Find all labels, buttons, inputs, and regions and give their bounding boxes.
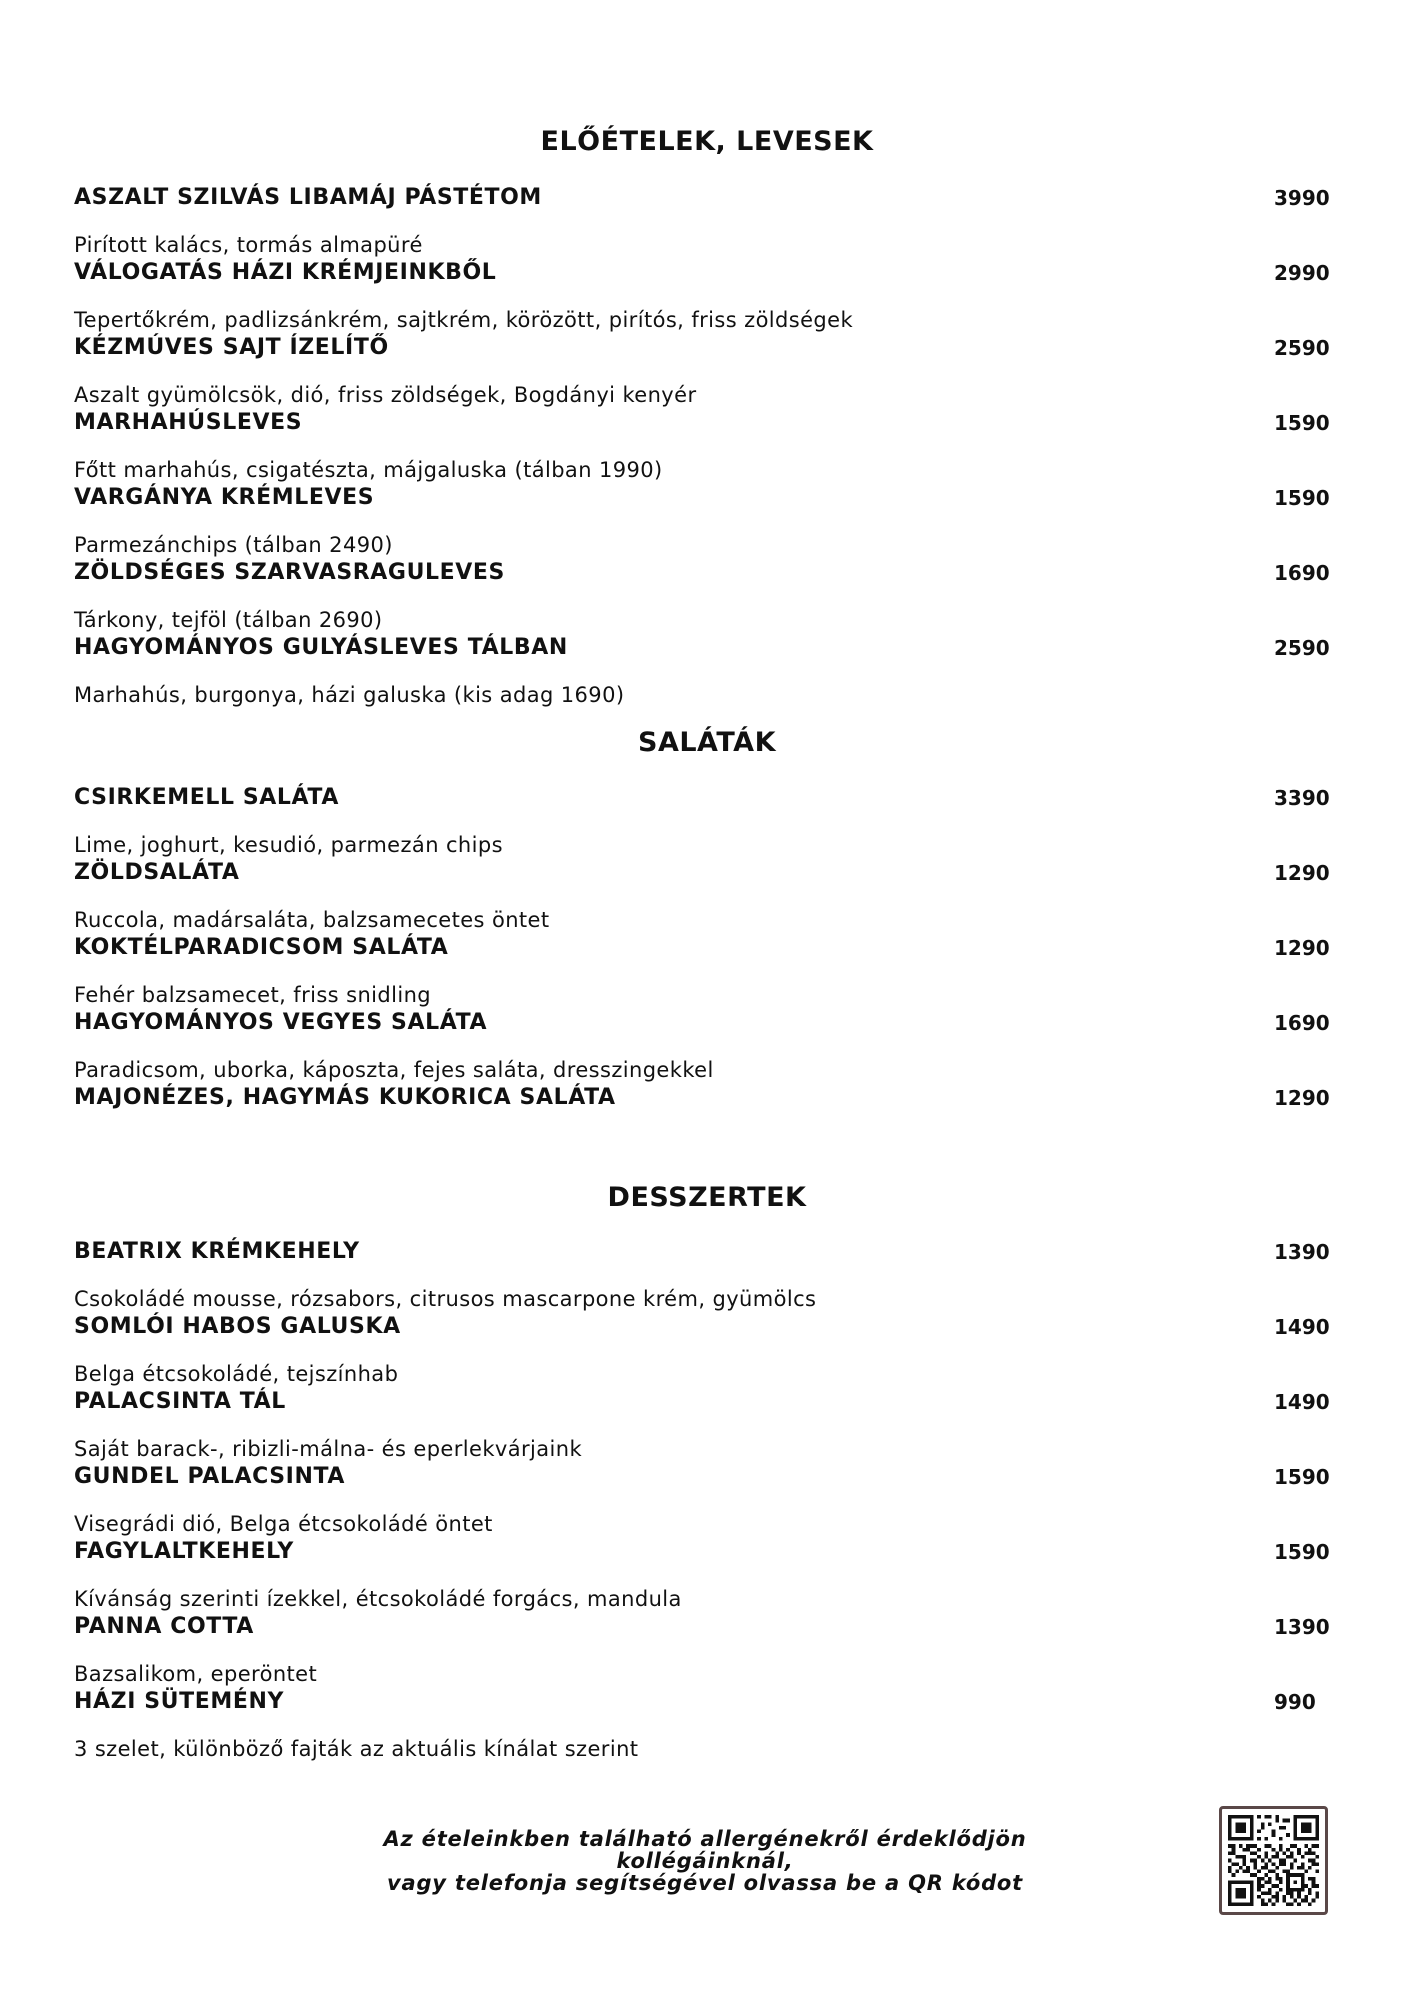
menu-item bbox=[74, 559, 1344, 634]
menu-item bbox=[74, 1463, 1344, 1538]
item-description: Tepertőkrém, padlizsánkrém, sajtkrém, körözött, pirítós, friss zöldségek bbox=[74, 308, 854, 332]
item-description: Visegrádi dió, Belga étcsokoládé öntet bbox=[74, 1512, 493, 1536]
item-name: HÁZI SÜTEMÉNY bbox=[74, 1689, 285, 1714]
item-price: 2590 bbox=[1274, 336, 1330, 360]
section-title-desserts: DESSZERTEK bbox=[607, 1182, 807, 1213]
item-description: Parmezánchips (tálban 2490) bbox=[74, 533, 393, 557]
qr-code-graphic bbox=[1228, 1815, 1319, 1906]
menu-item bbox=[74, 1688, 1344, 1763]
menu-item bbox=[74, 484, 1344, 559]
menu-item bbox=[74, 1313, 1344, 1388]
item-name: GUNDEL PALACSINTA bbox=[74, 1464, 345, 1489]
item-price: 1290 bbox=[1274, 1086, 1330, 1110]
item-description: Lime, joghurt, kesudió, parmezán chips bbox=[74, 833, 503, 857]
item-price: 3990 bbox=[1274, 186, 1330, 210]
item-name: PALACSINTA TÁL bbox=[74, 1389, 286, 1414]
item-description: Tárkony, tejföl (tálban 2690) bbox=[74, 608, 383, 632]
item-name: VÁLOGATÁS HÁZI KRÉMJEINKBŐL bbox=[74, 260, 497, 285]
item-price: 1590 bbox=[1274, 411, 1330, 435]
item-name: CSIRKEMELL SALÁTA bbox=[74, 785, 339, 810]
item-price: 1290 bbox=[1274, 861, 1330, 885]
menu-item bbox=[74, 259, 1344, 334]
allergen-note bbox=[300, 1828, 1110, 1894]
allergen-note-line-2: vagy telefonja segítségével olvassa be a QR kódot bbox=[387, 1871, 1023, 1895]
menu-item bbox=[74, 1238, 1344, 1313]
item-description: Pirított kalács, tormás almapüré bbox=[74, 233, 423, 257]
item-name: ZÖLDSALÁTA bbox=[74, 860, 240, 885]
item-price: 1590 bbox=[1274, 1540, 1330, 1564]
item-description: Fehér balzsamecet, friss snidling bbox=[74, 983, 432, 1007]
item-description: 3 szelet, különböző fajták az aktuális kínálat szerint bbox=[74, 1737, 639, 1761]
item-name: KÉZMÚVES SAJT ÍZELÍTŐ bbox=[74, 335, 389, 360]
item-description: Aszalt gyümölcsök, dió, friss zöldségek, Bogdányi kenyér bbox=[74, 383, 697, 407]
item-description: Marhahús, burgonya, házi galuska (kis adag 1690) bbox=[74, 683, 625, 707]
menu-item bbox=[74, 1009, 1344, 1084]
item-name: ASZALT SZILVÁS LIBAMÁJ PÁSTÉTOM bbox=[74, 185, 542, 210]
menu-item bbox=[74, 1388, 1344, 1463]
item-price: 2590 bbox=[1274, 636, 1330, 660]
menu-item bbox=[74, 634, 1344, 709]
item-name: BEATRIX KRÉMKEHELY bbox=[74, 1239, 360, 1264]
item-price: 3390 bbox=[1274, 786, 1330, 810]
item-description: Belga étcsokoládé, tejszínhab bbox=[74, 1362, 399, 1386]
item-description: Ruccola, madársaláta, balzsamecetes öntet bbox=[74, 908, 550, 932]
menu-item bbox=[74, 784, 1344, 859]
item-name: PANNA COTTA bbox=[74, 1614, 254, 1639]
item-price: 1390 bbox=[1274, 1615, 1330, 1639]
menu-item bbox=[74, 334, 1344, 409]
menu-item bbox=[74, 934, 1344, 1009]
item-price: 1490 bbox=[1274, 1315, 1330, 1339]
item-price: 1590 bbox=[1274, 486, 1330, 510]
allergen-note-line-1: Az ételeinkben található allergénekről érdeklődjön kollégáinknál, bbox=[383, 1827, 1027, 1873]
qr-code-icon[interactable] bbox=[1219, 1806, 1328, 1915]
item-description: Főtt marhahús, csigatészta, májgaluska (tálban 1990) bbox=[74, 458, 663, 482]
item-description: Csokoládé mousse, rózsabors, citrusos mascarpone krém, gyümölcs bbox=[74, 1287, 817, 1311]
menu-item bbox=[74, 1084, 1344, 1112]
menu-item bbox=[74, 859, 1344, 934]
item-price: 990 bbox=[1274, 1690, 1316, 1714]
menu-item bbox=[74, 184, 1344, 259]
menu-item bbox=[74, 1538, 1344, 1613]
item-name: KOKTÉLPARADICSOM SALÁTA bbox=[74, 935, 449, 960]
item-description: Saját barack-, ribizli-málna- és eperlekvárjaink bbox=[74, 1437, 583, 1461]
item-name: MARHAHÚSLEVES bbox=[74, 410, 303, 435]
section-title-salads: SALÁTÁK bbox=[638, 727, 776, 758]
item-price: 2990 bbox=[1274, 261, 1330, 285]
menu-item bbox=[74, 1613, 1344, 1688]
item-price: 1490 bbox=[1274, 1390, 1330, 1414]
item-name: HAGYOMÁNYOS GULYÁSLEVES TÁLBAN bbox=[74, 635, 568, 660]
item-name: SOMLÓI HABOS GALUSKA bbox=[74, 1314, 401, 1339]
item-price: 1690 bbox=[1274, 1011, 1330, 1035]
item-price: 1390 bbox=[1274, 1240, 1330, 1264]
item-name: MAJONÉZES, HAGYMÁS KUKORICA SALÁTA bbox=[74, 1085, 616, 1110]
item-name: ZÖLDSÉGES SZARVASRAGULEVES bbox=[74, 560, 506, 585]
item-price: 1290 bbox=[1274, 936, 1330, 960]
menu-item bbox=[74, 409, 1344, 484]
item-description: Paradicsom, uborka, káposzta, fejes saláta, dresszingekkel bbox=[74, 1058, 714, 1082]
item-price: 1590 bbox=[1274, 1465, 1330, 1489]
item-description: Kívánság szerinti ízekkel, étcsokoládé forgács, mandula bbox=[74, 1587, 682, 1611]
item-name: VARGÁNYA KRÉMLEVES bbox=[74, 485, 375, 510]
item-name: FAGYLALTKEHELY bbox=[74, 1539, 294, 1564]
item-price: 1690 bbox=[1274, 561, 1330, 585]
item-description: Bazsalikom, eperöntet bbox=[74, 1662, 318, 1686]
section-title-starters-soups: ELŐÉTELEK, LEVESEK bbox=[540, 126, 874, 157]
item-name: HAGYOMÁNYOS VEGYES SALÁTA bbox=[74, 1010, 488, 1035]
